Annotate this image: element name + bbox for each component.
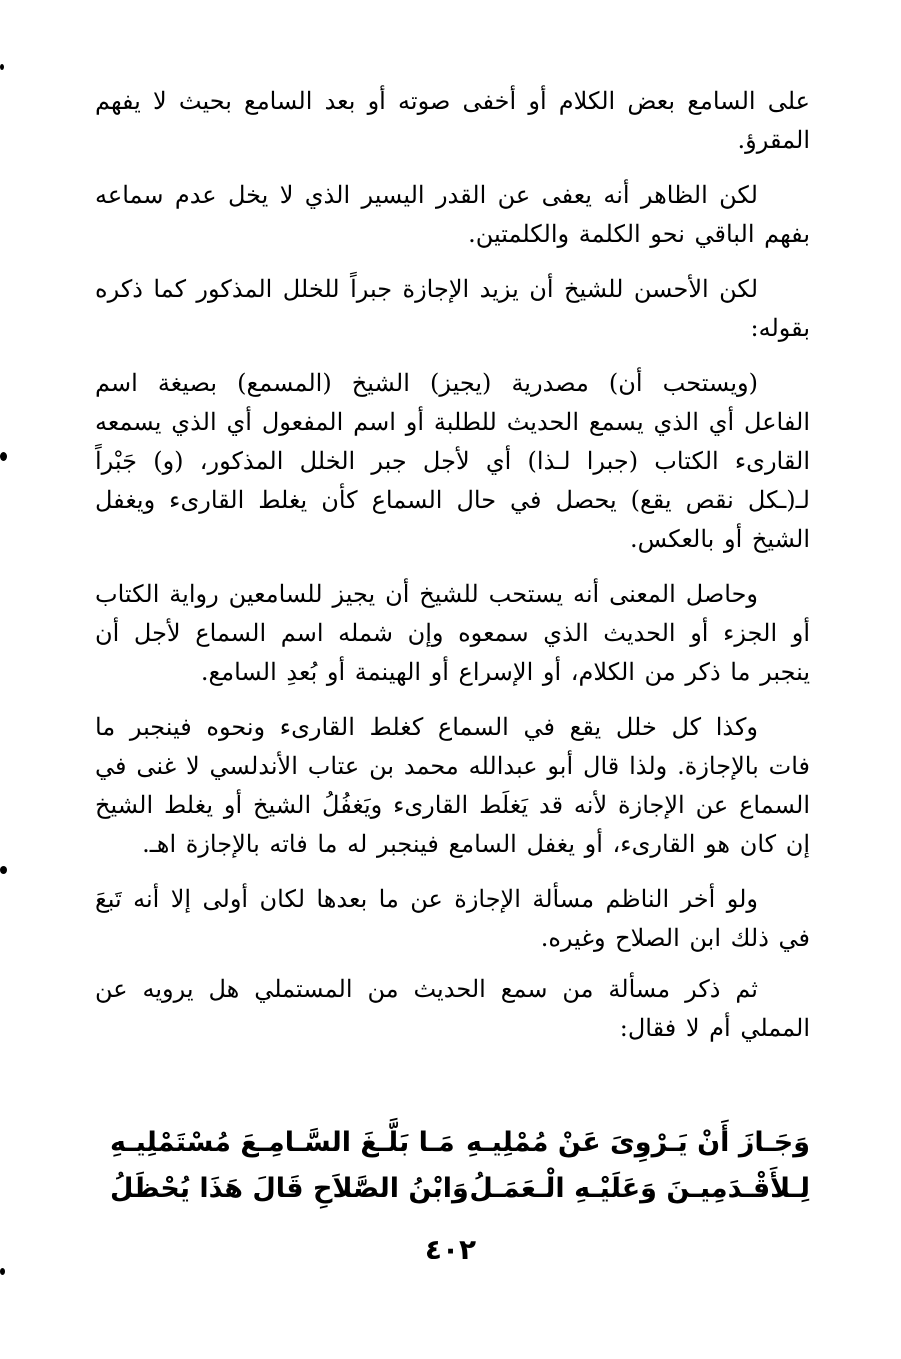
paragraph-3: لكن الأحسن للشيخ أن يزيد الإجازة جبراً للخلل المذكور كما ذكره بقوله:: [95, 275, 810, 342]
verse-line-1: [110, 1120, 810, 1166]
paragraph-4: (ويستحب أن) مصدرية (يجيز) الشيخ (المسمع) بصيغة اسم الفاعل أي الذي يسمع الحديث للطلبة أو اسم المفعول أي الذي يسمعه القارىء الكتاب (جبرا لـذا) أي لأجل جبر الخلل المذكور، (و) جَبْراً لـ(ـكل نقص يقع) يحصل في حال السماع كأن يغلط القارىء ويغفل الشيخ أو بالعكس.: [95, 369, 810, 553]
page-number: ٤٠٢: [424, 1233, 477, 1266]
verse-line-1-second-hemistich: مَـا بَلَّـغَ السَّـامِـعَ مُسْتَمْلِيـهِ: [110, 1127, 455, 1158]
margin-speck-left-lower: [0, 1268, 5, 1275]
margin-speck-top: [0, 64, 4, 70]
verse-block: [110, 1120, 810, 1212]
margin-speck-left-middle: [0, 866, 7, 874]
paragraph-2: لكن الظاهر أنه يعفى عن القدر اليسير الذي لا يخل عدم سماعه بفهم الباقي نحو الكلمة والكلمتين.: [95, 181, 810, 248]
verse-line-1-first-hemistich: وَجَـازَ أَنْ يَـرْوِىَ عَنْ مُمْلِيـهِ: [466, 1127, 810, 1158]
paragraph-1: على السامع بعض الكلام أو أخفى صوته أو بعد السامع بحيث لا يفهم المقرؤ.: [95, 87, 810, 154]
paragraph-6: وكذا كل خلل يقع في السماع كغلط القارىء ونحوه فينجبر ما فات بالإجازة. ولذا قال أبو عبدالله محمد بن عتاب الأندلسي لا غنى في السماع عن الإجازة لأنه قد يَغلَط القارىء ويَغفُلُ الشيخ أو يغلط الشيخ إن كان هو القارىء، أو يغفل السامع فينجبر له ما فاته بالإجازة اهـ.: [95, 713, 810, 858]
paragraph-8: ثم ذكر مسألة من سمع الحديث من المستملي هل يرويه عن المملي أم لا فقال:: [95, 975, 810, 1042]
verse-line-2-second-hemistich: وَابْنُ الصَّلاَحِ قَالَ هَذَا يُحْظَلُ: [110, 1173, 469, 1204]
paragraph-7: ولو أخر الناظم مسألة الإجازة عن ما بعدها لكان أولى إلا أنه تَبعَ في ذلك ابن الصلاح وغيره.: [95, 885, 810, 952]
margin-speck-left-upper: [0, 452, 7, 461]
paragraph-5: وحاصل المعنى أنه يستحب للشيخ أن يجيز للسامعين رواية الكتاب أو الجزء أو الحديث الذي سمعوه وإن شمله اسم السماع لأجل أن ينجبر ما ذكر من الكلام، أو الإسراع أو الهينمة أو بُعدِ السامع.: [95, 580, 810, 686]
verse-line-2: [110, 1166, 810, 1212]
page-body: [95, 82, 810, 1064]
verse-line-2-first-hemistich: لِـلأَقْـدَمِيـنَ وَعَلَيْـهِ الْـعَمَـلُ: [469, 1173, 810, 1204]
